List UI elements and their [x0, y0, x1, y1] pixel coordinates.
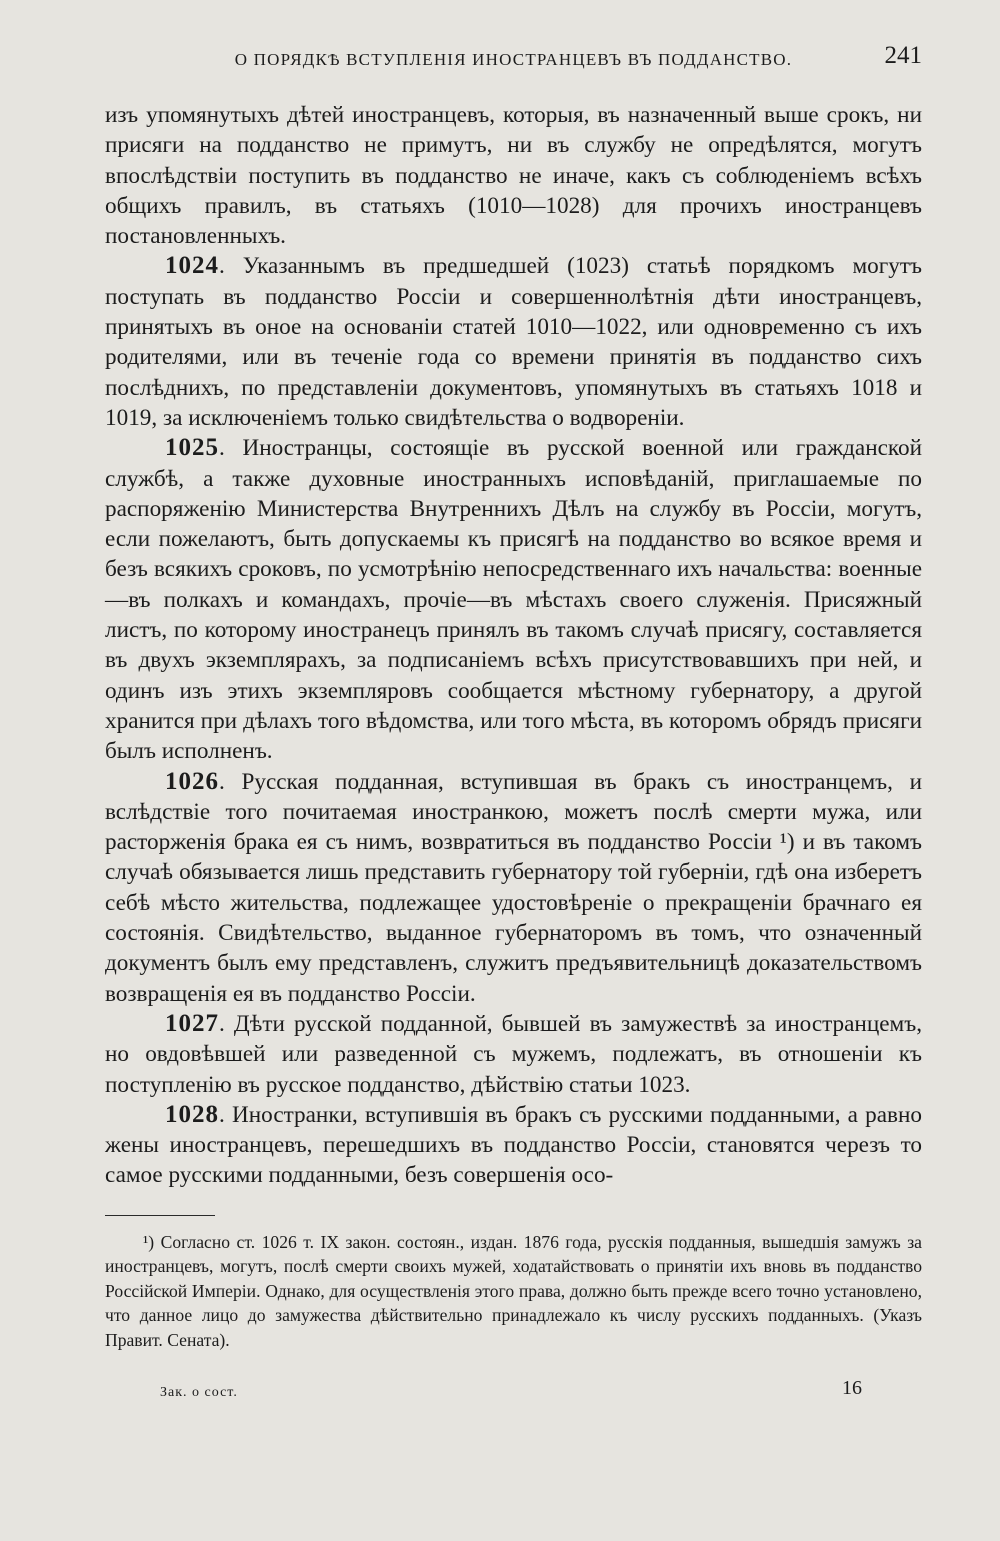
article-1025 — [105, 433, 922, 766]
footnote-divider — [105, 1215, 215, 1216]
continuation-paragraph — [105, 100, 922, 251]
article-1026 — [105, 767, 922, 1009]
article-text: . Русская подданная, вступившая въ бракъ съ иностранцемъ, и вслѣдствіе того почитаемая иностранкою, можетъ послѣ смерти мужа, или расторженія брака ея съ нимъ, возвратиться въ подданство Россіи ¹) и въ такомъ случаѣ обязывается лишь представить губернатору той губерніи, гдѣ она изберетъ себѣ мѣсто жительства, подлежащее удостовѣреніе о прекращеніи брачнаго ея состоянія. Свидѣтельство, выданное губернаторомъ въ томъ, что означенный документъ былъ ему представленъ, служитъ предъявительницѣ доказательствомъ возвращенія ея въ подданство Россіи. — [105, 768, 922, 1007]
article-number: 1028 — [165, 1100, 219, 1128]
page-header — [105, 42, 922, 78]
article-text: . Дѣти русской подданной, бывшей въ замужествѣ за иностранцемъ, но овдовѣвшей или разведенной съ мужемъ, подлежатъ, въ отношеніи къ поступленію въ русское подданство, дѣйствію статьи 1023. — [105, 1010, 922, 1098]
article-text: . Иностранцы, состоящіе въ русской военной или гражданской службѣ, а также духовные иностранныхъ исповѣданій, приглашаемые по распоряженію Министерства Внутреннихъ Дѣлъ на службу въ Россіи, могутъ, если пожелаютъ, быть допускаемы къ присягѣ на подданство во всякое время и безъ всякихъ сроковъ, по усмотрѣнію непосредственнаго ихъ начальства: военные—въ полкахъ и командахъ, прочіе—въ мѣстахъ своего служенія. Присяжный листъ, по которому иностранецъ принялъ въ такомъ случаѣ присягу, составляется въ двухъ экземплярахъ, за подписаніемъ всѣхъ присутствовавшихъ при ней, и одинъ изъ этихъ экземпляровъ сообщается мѣстному губернатору, а другой хранится при дѣлахъ того вѣдомства, или того мѣста, въ которомъ обрядъ присяги былъ исполненъ. — [105, 435, 922, 765]
paragraph-text: изъ упомянутыхъ дѣтей иностранцевъ, которыя, въ назначенный выше срокъ, ни присяги на подданство не примутъ, ни въ службу не опредѣлятся, могутъ впослѣдствіи поступить въ подданство не иначе, какъ съ соблюденіемъ всѣхъ общихъ правилъ, въ статьяхъ (1010—1028) для прочихъ иностранцевъ постановленныхъ. — [105, 102, 922, 250]
article-1024 — [105, 251, 922, 433]
page-number: 241 — [884, 42, 922, 69]
article-number: 1027 — [165, 1009, 219, 1037]
body-text — [105, 100, 922, 1191]
footnote-text: ¹) Согласно ст. 1026 т. IX закон. состоян., издан. 1876 года, русскія подданныя, вышедшія замужъ за иностранцевъ, могутъ, послѣ смерти своихъ мужей, ходатайствовать о принятіи ихъ вновь въ подданство Россійской Имперіи. Однако, для осуществленія этого права, должно быть прежде всего точно установлено, что данное лицо до замужества дѣйствительно принадлежало къ числу русскихъ подданныхъ. (Указъ Правит. Сената). — [105, 1231, 922, 1351]
signature-number: 16 — [842, 1376, 862, 1399]
running-title: О ПОРЯДКѢ ВСТУПЛЕНІЯ ИНОСТРАНЦЕВЪ ВЪ ПОДДАНСТВО. — [234, 50, 793, 69]
article-text: . Указаннымъ въ предшедшей (1023) статьѣ порядкомъ могутъ поступать въ подданство Россіи и совершеннолѣтнія дѣти иностранцевъ, принятыхъ въ оное на основаніи статей 1010—1022, или одновременно съ ихъ родителями, или въ теченіе года со времени принятія въ подданство сихъ послѣднихъ, по представленіи документовъ, упомянутыхъ въ статьяхъ 1018 и 1019, за исключеніемъ только свидѣтельства о водвореніи. — [105, 253, 922, 431]
page-footer — [105, 1377, 922, 1407]
article-number: 1024 — [165, 252, 219, 280]
signature-label: Зак. о сост. — [160, 1384, 238, 1400]
footnote — [105, 1230, 922, 1353]
article-1027 — [105, 1009, 922, 1100]
article-number: 1026 — [165, 767, 219, 795]
article-1028 — [105, 1100, 922, 1191]
article-number: 1025 — [165, 434, 219, 462]
article-text: . Иностранки, вступившія въ бракъ съ русскими подданными, а равно жены иностранцевъ, перешедшихъ въ подданство Россіи, становятся черезъ то самое русскими подданными, безъ совершенія осо- — [105, 1101, 922, 1189]
